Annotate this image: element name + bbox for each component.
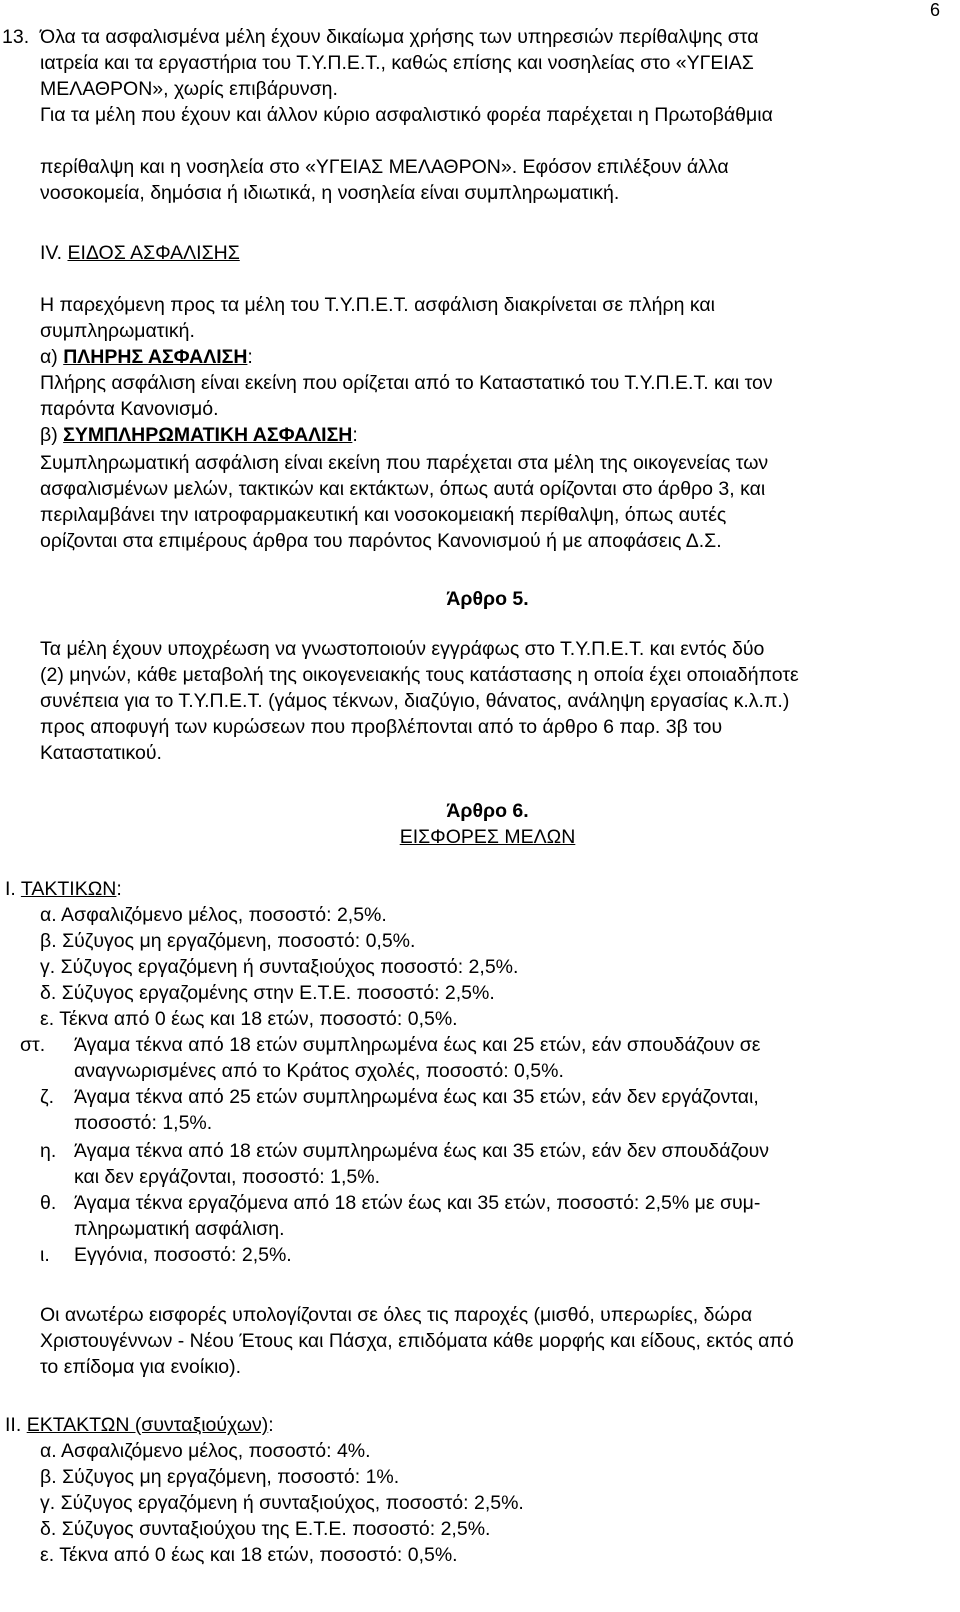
list-item-label: δ.	[40, 982, 57, 1004]
list-item-label: ζ.	[40, 1086, 55, 1108]
supplementary-insurance-line: ασφαλισμένων μελών, τακτικών και εκτάκτων, όπως αυτά ορίζονται στο άρθρο 3, και	[40, 478, 766, 500]
list-item-text: Τέκνα από 0 έως και 18 ετών, ποσοστό: 0,5%.	[59, 1544, 458, 1566]
list-item-label: ι.	[40, 1244, 50, 1266]
article-5-title: Άρθρο 5.	[446, 588, 529, 610]
item-13-line: Για τα μέλη που έχουν και άλλον κύριο ασφαλιστικό φορέα παρέχεται η Πρωτοβάθμια	[40, 104, 773, 126]
item-13-line: νοσοκομεία, δημόσια ή ιδιωτικά, η νοσηλεία είναι συμπληρωματική.	[40, 182, 620, 204]
list-item-label: γ.	[40, 956, 56, 978]
extraordinary-members-number: ΙΙ.	[5, 1414, 22, 1436]
list-item-text: Σύζυγος εργαζόμενη ή συνταξιούχος, ποσοστό: 2,5%.	[60, 1492, 524, 1514]
list-item-line: Άγαμα τέκνα εργαζόμενα από 18 ετών έως και 35 ετών, ποσοστό: 2,5% με συμ-	[74, 1192, 761, 1214]
page-number: 6	[929, 0, 940, 20]
list-item-label: γ.	[40, 1492, 56, 1514]
regular-members-heading	[5, 876, 900, 902]
list-item-line: πληρωματική ασφάλιση.	[74, 1218, 285, 1240]
list-item-line: Άγαμα τέκνα από 18 ετών συμπληρωμένα έως και 35 ετών, εάν δεν σπουδάζουν	[74, 1140, 770, 1162]
list-item-label: α.	[40, 904, 57, 926]
list-item-text: Τέκνα από 0 έως και 18 ετών, ποσοστό: 0,5%.	[59, 1008, 458, 1030]
list-item	[40, 980, 935, 1006]
list-item-line: και δεν εργάζονται, ποσοστό: 1,5%.	[74, 1166, 381, 1188]
list-item-text: Ασφαλιζόμενο μέλος, ποσοστό: 2,5%.	[61, 904, 387, 926]
full-insurance-line: παρόντα Κανονισμό.	[40, 398, 219, 420]
full-insurance-prefix: α)	[40, 346, 58, 368]
list-item	[40, 902, 935, 928]
list-item	[40, 1490, 935, 1516]
contributions-calc-line: Οι ανωτέρω εισφορές υπολογίζονται σε όλες τις παροχές (μισθό, υπερωρίες, δώρα	[40, 1304, 753, 1326]
list-item-text: Εγγόνια, ποσοστό: 2,5%.	[74, 1244, 292, 1266]
list-item-text: Ασφαλιζόμενο μέλος, ποσοστό: 4%.	[61, 1440, 371, 1462]
list-item-text: Σύζυγος μη εργαζόμενη, ποσοστό: 0,5%.	[62, 930, 416, 952]
section-iv-number: IV.	[40, 242, 63, 264]
list-item-text: Σύζυγος εργαζόμενη ή συνταξιούχος ποσοστό: 2,5%.	[60, 956, 519, 978]
list-item-label: ε.	[40, 1008, 55, 1030]
list-item-line: Άγαμα τέκνα από 18 ετών συμπληρωμένα έως και 25 ετών, εάν σπουδάζουν σε	[74, 1034, 761, 1056]
item-13-line: ιατρεία και τα εργαστήρια του Τ.Υ.Π.Ε.Τ., καθώς επίσης και νοσηλείας στο «ΥΓΕΙΑΣ	[40, 52, 754, 74]
list-item-label: α.	[40, 1440, 57, 1462]
list-item-label: η.	[40, 1140, 57, 1162]
article-6-subtitle	[40, 824, 935, 850]
list-item-label: β.	[40, 930, 57, 952]
section-iv-intro-line: Η παρεχόμενη προς τα μέλη του Τ.Υ.Π.Ε.Τ. ασφάλιση διακρίνεται σε πλήρη και	[40, 294, 715, 316]
contributions-calc-line: Χριστουγέννων - Νέου Έτους και Πάσχα, επιδόματα κάθε μορφής και είδους, εκτός από	[40, 1330, 794, 1352]
supplementary-insurance-line: περιλαμβάνει την ιατροφαρμακευτική και νοσοκομειακή περίθαλψη, όπως αυτές	[40, 504, 727, 526]
article-5-line: συνέπεια για το Τ.Υ.Π.Ε.Τ. (γάμος τέκνων, διαζύγιο, θάνατος, ανάληψη εργασίας κ.λ.π.)	[40, 690, 790, 712]
extraordinary-members-colon: :	[268, 1414, 274, 1436]
supplementary-insurance-prefix: β)	[40, 424, 58, 446]
article-5-line: προς αποφυγή των κυρώσεων που προβλέπονται από το άρθρο 6 παρ. 3β του	[40, 716, 723, 738]
item-13-line: Όλα τα ασφαλισμένα μέλη έχουν δικαίωμα χρήσης των υπηρεσιών περίθαλψης στα	[40, 26, 759, 48]
list-item	[40, 1542, 935, 1568]
full-insurance-heading	[40, 344, 935, 370]
supplementary-insurance-title: ΣΥΜΠΛΗΡΩΜΑΤΙΚΗ ΑΣΦΑΛΙΣΗ	[63, 424, 353, 446]
list-item-label: β.	[40, 1466, 57, 1488]
section-iv-intro-line: συμπληρωματική.	[40, 320, 195, 342]
list-item-line: αναγνωρισμένες από το Κράτος σχολές, ποσοστό: 0,5%.	[74, 1060, 564, 1082]
article-6-title: Άρθρο 6.	[446, 800, 529, 822]
item-13-label: 13.	[2, 26, 30, 48]
list-item-text: Σύζυγος εργαζομένης στην Ε.Τ.Ε. ποσοστό: 2,5%.	[61, 982, 495, 1004]
full-insurance-line: Πλήρης ασφάλιση είναι εκείνη που ορίζεται από το Καταστατικό του Τ.Υ.Π.Ε.Τ. και τον	[40, 372, 773, 394]
section-iv-heading-line	[40, 240, 935, 266]
supplementary-insurance-colon: :	[352, 424, 358, 446]
list-item-label: στ.	[20, 1034, 46, 1056]
supplementary-insurance-line: Συμπληρωματική ασφάλιση είναι εκείνη που παρέχεται στα μέλη της οικογενείας των	[40, 452, 769, 474]
list-item	[40, 1464, 935, 1490]
list-item-label: θ.	[40, 1192, 57, 1214]
list-item-line: Άγαμα τέκνα από 25 ετών συμπληρωμένα έως και 35 ετών, εάν δεν εργάζονται,	[74, 1086, 759, 1108]
list-item	[40, 1438, 935, 1464]
article-5-line: (2) μηνών, κάθε μεταβολή της οικογενειακής τους κατάστασης η οποία έχει οποιαδήποτε	[40, 664, 799, 686]
item-13-line: ΜΕΛΑΘΡΟΝ», χωρίς επιβάρυνση.	[40, 78, 338, 100]
article-5-line: Τα μέλη έχουν υποχρέωση να γνωστοποιούν εγγράφως στο Τ.Υ.Π.Ε.Τ. και εντός δύο	[40, 638, 765, 660]
supplementary-insurance-heading	[40, 422, 935, 448]
full-insurance-title: ΠΛΗΡΗΣ ΑΣΦΑΛΙΣΗ	[63, 346, 248, 368]
supplementary-insurance-line: ορίζονται στα επιμέρους άρθρα του παρόντος Κανονισμού ή με αποφάσεις Δ.Σ.	[40, 530, 722, 552]
list-item-label: δ.	[40, 1518, 57, 1540]
item-13-line: περίθαλψη και η νοσηλεία στο «ΥΓΕΙΑΣ ΜΕΛΑΘΡΟΝ». Εφόσον επιλέξουν άλλα	[40, 156, 729, 178]
list-item-text: Σύζυγος συνταξιούχου της Ε.Τ.Ε. ποσοστό: 2,5%.	[61, 1518, 491, 1540]
list-item	[40, 1006, 935, 1032]
list-item	[40, 1516, 935, 1542]
list-item-text: Σύζυγος μη εργαζόμενη, ποσοστό: 1%.	[62, 1466, 400, 1488]
extraordinary-members-title: ΕΚΤΑΚΤΩΝ (συνταξιούχων)	[26, 1414, 269, 1436]
regular-members-number: Ι.	[5, 878, 16, 900]
extraordinary-members-heading	[5, 1412, 900, 1438]
list-item	[40, 954, 935, 980]
regular-members-colon: :	[116, 878, 122, 900]
article-6-subtitle-text: ΕΙΣΦΟΡΕΣ ΜΕΛΩΝ	[399, 826, 576, 848]
full-insurance-colon: :	[247, 346, 253, 368]
list-item-line: ποσοστό: 1,5%.	[74, 1112, 213, 1134]
list-item-label: ε.	[40, 1544, 55, 1566]
contributions-calc-line: το επίδομα για ενοίκιο).	[40, 1356, 242, 1378]
section-iv-heading: ΕΙΔΟΣ ΑΣΦΑΛΙΣΗΣ	[67, 242, 240, 264]
list-item	[40, 928, 935, 954]
regular-members-title: ΤΑΚΤΙΚΩΝ	[20, 878, 117, 900]
article-5-line: Καταστατικού.	[40, 742, 162, 764]
